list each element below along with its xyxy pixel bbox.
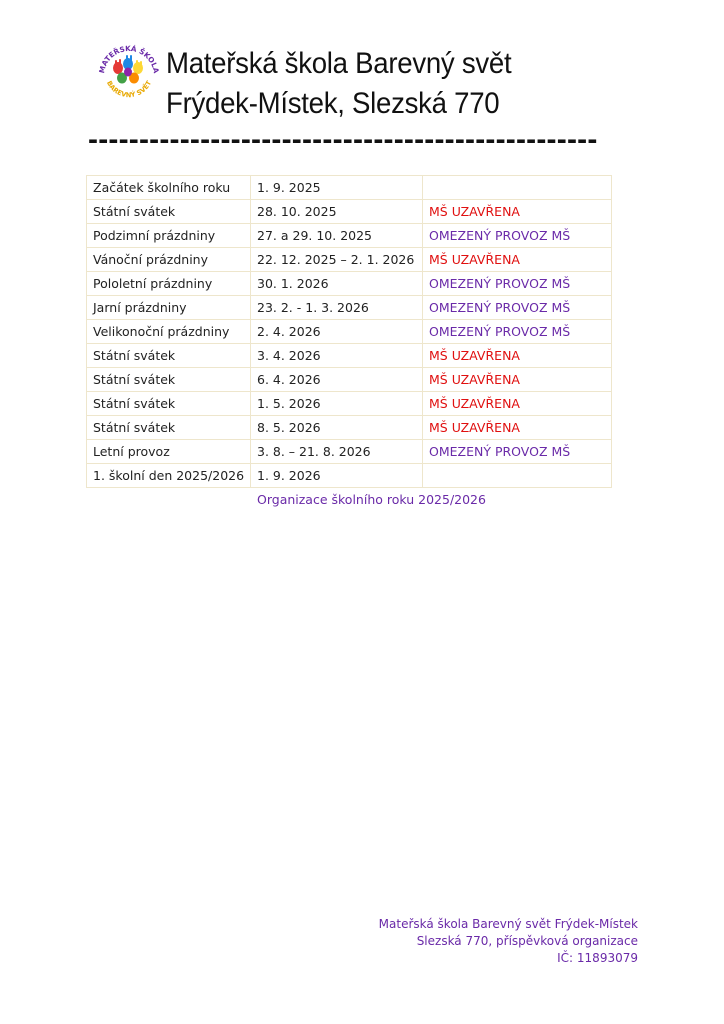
event-status: MŠ UZAVŘENA (423, 416, 612, 440)
event-label: Letní provoz (87, 440, 251, 464)
event-status: MŠ UZAVŘENA (423, 344, 612, 368)
table-row (87, 320, 612, 344)
table-row (87, 392, 612, 416)
school-title (166, 44, 511, 124)
event-label: Podzimní prázdniny (87, 224, 251, 248)
event-date: 1. 9. 2026 (251, 464, 423, 488)
event-date: 3. 8. – 21. 8. 2026 (251, 440, 423, 464)
event-label: Velikonoční prázdniny (87, 320, 251, 344)
event-status (423, 464, 612, 488)
event-date: 22. 12. 2025 – 2. 1. 2026 (251, 248, 423, 272)
event-label: 1. školní den 2025/2026 (87, 464, 251, 488)
footer-line-1: Mateřská škola Barevný svět Frýdek-Místek (378, 917, 638, 931)
colorful-hands-icon (113, 55, 143, 84)
table-row (87, 440, 612, 464)
event-status: OMEZENÝ PROVOZ MŠ (423, 296, 612, 320)
school-year-schedule-table (86, 175, 612, 488)
event-status (423, 176, 612, 200)
table-row (87, 296, 612, 320)
schedule-table-body (87, 176, 612, 488)
event-status: MŠ UZAVŘENA (423, 248, 612, 272)
table-row (87, 200, 612, 224)
event-status: OMEZENÝ PROVOZ MŠ (423, 272, 612, 296)
table-row (87, 248, 612, 272)
event-status: OMEZENÝ PROVOZ MŠ (423, 440, 612, 464)
event-date: 1. 5. 2026 (251, 392, 423, 416)
table-row (87, 176, 612, 200)
event-label: Pololetní prázdniny (87, 272, 251, 296)
footer-line-3: IČ: 11893079 (557, 951, 638, 965)
event-date: 27. a 29. 10. 2025 (251, 224, 423, 248)
event-label: Státní svátek (87, 392, 251, 416)
title-line-2: Frýdek-Místek, Slezská 770 (166, 87, 500, 120)
table-row (87, 416, 612, 440)
event-status: MŠ UZAVŘENA (423, 200, 612, 224)
school-logo (96, 40, 162, 106)
event-status: MŠ UZAVŘENA (423, 392, 612, 416)
table-row (87, 368, 612, 392)
event-date: 28. 10. 2025 (251, 200, 423, 224)
event-label: Státní svátek (87, 416, 251, 440)
event-date: 1. 9. 2025 (251, 176, 423, 200)
table-row (87, 344, 612, 368)
event-label: Jarní prázdniny (87, 296, 251, 320)
table-caption: Organizace školního roku 2025/2026 (257, 492, 486, 507)
footer-line-2: Slezská 770, příspěvková organizace (416, 934, 638, 948)
svg-text:BAREVNÝ SVĚT (105, 79, 153, 99)
table-row (87, 272, 612, 296)
title-line-1: Mateřská škola Barevný svět (166, 47, 512, 80)
logo-text-top: MATEŘSKÁ ŠKOLA (97, 43, 161, 75)
event-status: MŠ UZAVŘENA (423, 368, 612, 392)
event-label: Státní svátek (87, 200, 251, 224)
logo-text-bottom: BAREVNÝ SVĚT (104, 79, 154, 100)
event-date: 6. 4. 2026 (251, 368, 423, 392)
event-date: 8. 5. 2026 (251, 416, 423, 440)
footer-address (379, 916, 638, 967)
event-label: Vánoční prázdniny (87, 248, 251, 272)
event-date: 23. 2. - 1. 3. 2026 (251, 296, 423, 320)
table-row (87, 464, 612, 488)
dashed-divider: -------------------------------------------------- (88, 123, 598, 156)
event-date: 3. 4. 2026 (251, 344, 423, 368)
event-status: OMEZENÝ PROVOZ MŠ (423, 224, 612, 248)
event-label: Začátek školního roku (87, 176, 251, 200)
event-date: 2. 4. 2026 (251, 320, 423, 344)
event-status: OMEZENÝ PROVOZ MŠ (423, 320, 612, 344)
event-date: 30. 1. 2026 (251, 272, 423, 296)
table-row (87, 224, 612, 248)
event-label: Státní svátek (87, 368, 251, 392)
event-label: Státní svátek (87, 344, 251, 368)
